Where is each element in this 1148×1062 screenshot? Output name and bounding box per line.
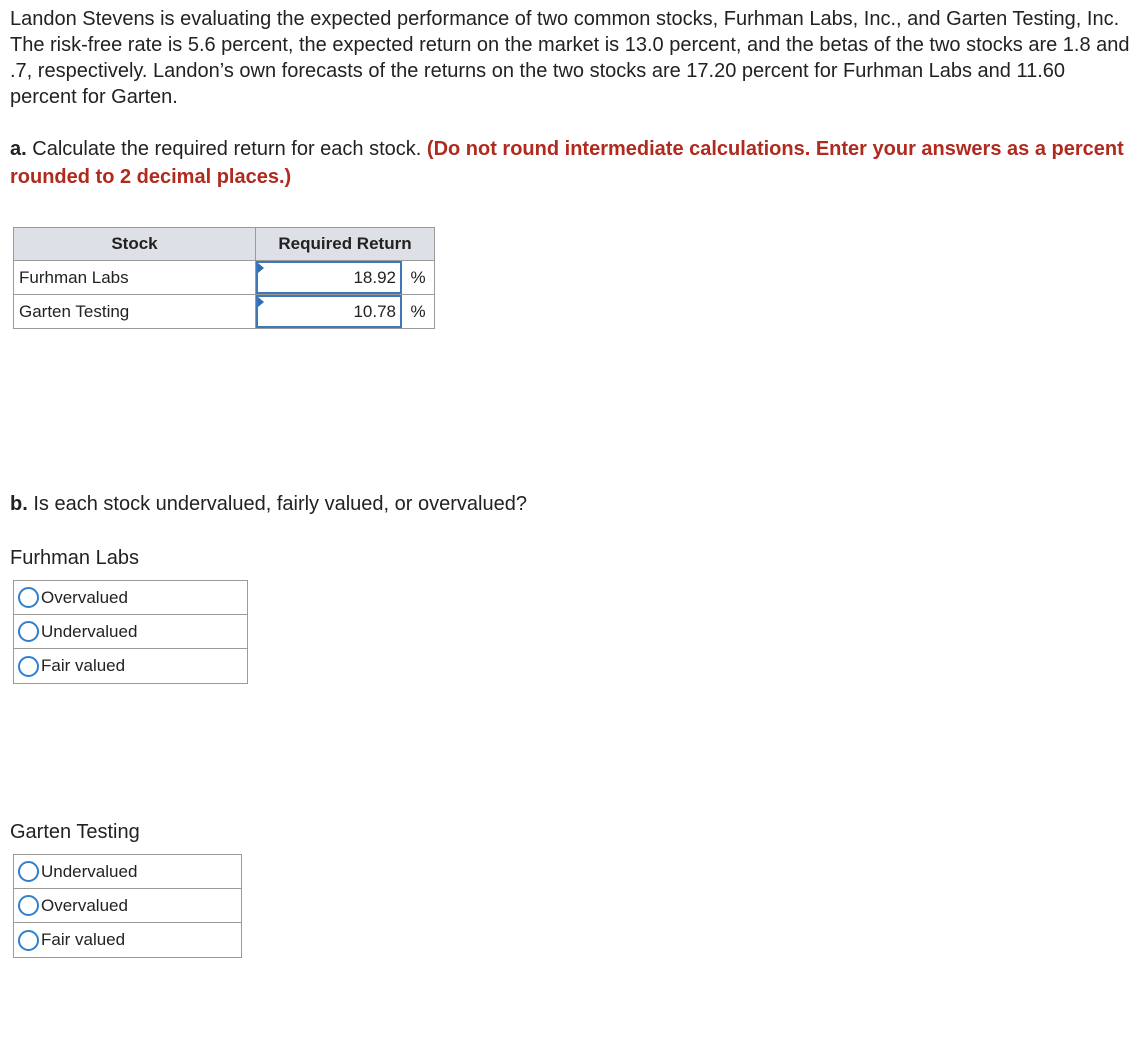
stock-name-cell: Garten Testing <box>14 295 256 329</box>
radio-group-garten <box>13 854 242 958</box>
option-overvalued[interactable] <box>14 581 247 615</box>
option-label: Overvalued <box>41 895 128 915</box>
radio-button-icon[interactable] <box>18 861 39 882</box>
answer-cell <box>256 295 435 329</box>
column-header-stock: Stock <box>14 228 256 261</box>
required-return-input-garten[interactable] <box>256 295 402 328</box>
option-label: Overvalued <box>41 587 128 607</box>
part-b-label: b. <box>10 493 28 515</box>
group-title-furhman: Furhman Labs <box>10 547 139 569</box>
answer-flag-icon <box>258 263 264 273</box>
option-overvalued[interactable] <box>14 889 241 923</box>
table-row <box>14 295 435 329</box>
radio-button-icon[interactable] <box>18 930 39 951</box>
radio-button-icon[interactable] <box>18 895 39 916</box>
answer-flag-icon <box>258 297 264 307</box>
stock-name-cell: Furhman Labs <box>14 261 256 295</box>
radio-button-icon[interactable] <box>18 656 39 677</box>
option-fair-valued[interactable] <box>14 649 247 683</box>
option-undervalued[interactable] <box>14 855 241 889</box>
option-fair-valued[interactable] <box>14 923 241 957</box>
part-a-text: Calculate the required return for each stock. <box>32 138 422 160</box>
option-label: Fair valued <box>41 930 126 949</box>
radio-group-furhman <box>13 580 248 684</box>
question-text: Landon Stevens is evaluating the expected performance of two common stocks, Furhman Labs, Inc., and Garten Testing, Inc. The risk-free rate is 5.6 percent, the expected return on the market is 13.0 percent, and the betas of the two stocks are 1.8 and .7, respectively. Landon’s own forecasts of the returns on the two stocks are 17.20 percent for Furhman Labs and 11.60 percent for Garten. <box>10 8 1130 108</box>
part-a-label: a. <box>10 138 27 160</box>
required-return-value: 18.92 <box>353 268 396 287</box>
option-label: Undervalued <box>41 621 138 641</box>
required-return-value: 10.78 <box>353 302 396 321</box>
radio-button-icon[interactable] <box>18 621 39 642</box>
column-header-required-return: Required Return <box>256 228 435 261</box>
part-b-text: Is each stock undervalued, fairly valued, or overvalued? <box>33 493 527 515</box>
answer-cell <box>256 261 435 295</box>
option-label: Undervalued <box>41 861 138 881</box>
part-a-prompt <box>10 135 1130 191</box>
group-title-garten: Garten Testing <box>10 821 140 843</box>
percent-unit: % <box>410 268 426 287</box>
part-b-prompt <box>10 490 1130 518</box>
part-a-instructions: (Do not round intermediate calculations. Enter your answers as a percent rounded to 2 decimal places.) <box>10 138 1124 188</box>
percent-unit: % <box>410 302 426 321</box>
required-return-input-furhman[interactable] <box>256 261 402 294</box>
required-return-table <box>13 227 435 329</box>
radio-button-icon[interactable] <box>18 587 39 608</box>
option-label: Fair valued <box>41 656 126 675</box>
option-undervalued[interactable] <box>14 615 247 649</box>
table-row <box>14 261 435 295</box>
